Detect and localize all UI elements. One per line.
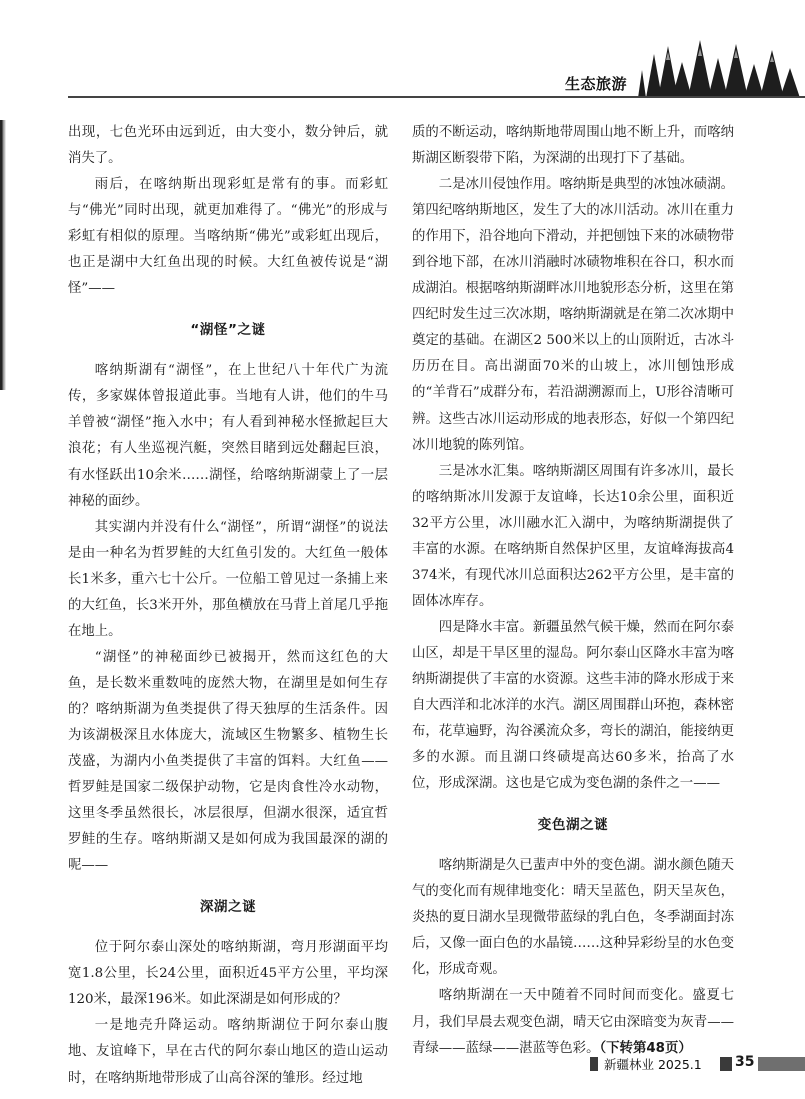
paragraph: 喀纳斯湖有“湖怪”，在上世纪八十年代广为流传，多家媒体曾报道此事。当地有人讲，他们的牛马羊曾被“湖怪”拖入水中；有人看到神秘水怪掀起巨大浪花；有人坐巡视汽艇，突然目睹到远处翻起巨浪，有水怪跃出10余米……湖怪，给喀纳斯湖蒙上了一层神秘的面纱。 [68,363,388,509]
header-rule [68,96,805,98]
paragraph: “湖怪”的神秘面纱已被揭开，然而这红色的大鱼，是长数米重数吨的庞然大物，在湖里是如何生存的？喀纳斯湖为鱼类提供了得天独厚的生活条件。因为该湖极深且水体庞大，流域区生物繁多、植物生长茂盛，为湖内小鱼类提供了丰富的饵料。大红鱼——哲罗鲑是国家二级保护动物，它是肉食性冷水动物，这里冬季虽然很长，冰层很厚，但湖水很深，适宜哲罗鲑的生存。喀纳斯湖又是如何成为我国最深的湖的呢—— [68,649,388,874]
paragraph: 一是地壳升降运动。喀纳斯湖位于阿尔泰山腹地、友谊峰下，早在古代的阿尔泰山地区的造山运动时，在喀纳斯地带形成了山高谷深的雏形。经过地 [68,1018,388,1086]
paragraph: 三是冰水汇集。喀纳斯湖区周围有许多冰川，最长的喀纳斯冰川发源于友谊峰，长达10余公里，面积近32平方公里，冰川融水汇入湖中，为喀纳斯湖提供了丰富的水源。在喀纳斯自然保护区里，友谊峰海拔高4 374米，有现代冰川总面积达262平方公里，是丰富的固体冰库存。 [412,463,734,609]
page-number: 35 [735,1054,755,1070]
footer-block [590,1057,598,1071]
paragraph: 雨后，在喀纳斯出现彩虹是常有的事。而彩虹与“佛光”同时出现，就更加难得了。“佛光”的形成与彩虹有相似的原理。当喀纳斯“佛光”或彩虹出现后，也正是湖中大红鱼出现的时候。大红鱼被传说是“湖怪”—— [68,177,388,297]
paragraph: 喀纳斯湖是久已蜚声中外的变色湖。湖水颜色随天气的变化而有规律地变化：晴天呈蓝色，阴天呈灰色，炎热的夏日湖水呈现微带蓝绿的乳白色，冬季湖面封冻后，又像一面白色的水晶镜……这种异彩纷呈的水色变化，形成奇观。 [412,858,734,978]
page-footer [590,1054,805,1076]
paragraph [412,983,734,1061]
paragraph: 四是降水丰富。新疆虽然气候干燥，然而在阿尔泰山区，却是干旱区里的湿岛。阿尔泰山区降水丰富为喀纳斯湖提供了丰富的水资源。这些丰沛的降水形成于来自大西洋和北冰洋的水汽。湖区周围群山环抱，森林密布，花草遍野，沟谷溪流众多，弯长的湖泊，能接纳更多的水源。而且湖口终碛堤高达60多米，抬高了水位，形成深湖。这也是它成为变色湖的条件之一—— [412,619,734,792]
paragraph-text: 喀纳斯湖在一天中随着不同时间而变化。盛夏七月，我们早晨去观变色湖，晴天它由深暗变为灰青——青绿——蓝绿——湛蓝等色彩。 [412,988,734,1056]
page-binding-edge [0,120,6,390]
paragraph: 出现，七色光环由远到近，由大变小，数分钟后，就消失了。 [68,125,388,167]
right-column [412,120,734,1062]
forest-trees-icon [632,40,805,98]
page-header [0,0,805,100]
paragraph: 质的不断运动，喀纳斯地带周围山地不断上升，而喀纳斯湖区断裂带下陷，为深湖的出现打下了基础。 [412,125,734,167]
footer-block [720,1057,732,1071]
paragraph: 二是冰川侵蚀作用。喀纳斯是典型的冰蚀冰碛湖。第四纪喀纳斯地区，发生了大的冰川活动。冰川在重力的作用下，沿谷地向下滑动，并把刨蚀下来的冰碛物带到谷地下部，在冰川消融时冰碛物堆积在谷口，积水而成湖泊。根据喀纳斯湖畔冰川地貌形态分析，这里在第四纪时发生过三次冰期，喀纳斯湖就是在第二次冰期中奠定的基础。在湖区2 500米以上的山顶附近，古冰斗历历在目。高出湖面70米的山坡上，冰川刨蚀形成的“羊背石”成群分布，若沿湖溯源而上，U形谷清晰可辨。这些古冰川运动形成的地表形态，好似一个第四纪冰川地貌的陈列馆。 [412,177,734,453]
section-heading-color-lake: 变色湖之谜 [537,817,609,834]
magazine-issue: 新疆林业 2025.1 [604,1057,702,1072]
paragraph: 其实湖内并没有什么“湖怪”，所谓“湖怪”的说法是由一种名为哲罗鲑的大红鱼引发的。大红鱼一般体长1米多，重六七十公斤。一位船工曾见过一条捕上来的大红鱼，长3米开外，那鱼横放在马背上首尾几乎拖在地上。 [68,519,388,639]
left-column [68,120,388,1092]
section-label: 生态旅游 [565,75,628,93]
section-heading-lake-monster: “湖怪”之谜 [190,322,266,339]
continued-note: （下转第48页） [599,1040,692,1056]
paragraph: 位于阿尔泰山深处的喀纳斯湖，弯月形湖面平均宽1.8公里，长24公里，面积近45平方公里，平均深120米，最深196米。如此深湖是如何形成的？ [68,940,388,1008]
section-heading-deep-lake: 深湖之谜 [199,899,257,916]
footer-bar [758,1057,805,1071]
